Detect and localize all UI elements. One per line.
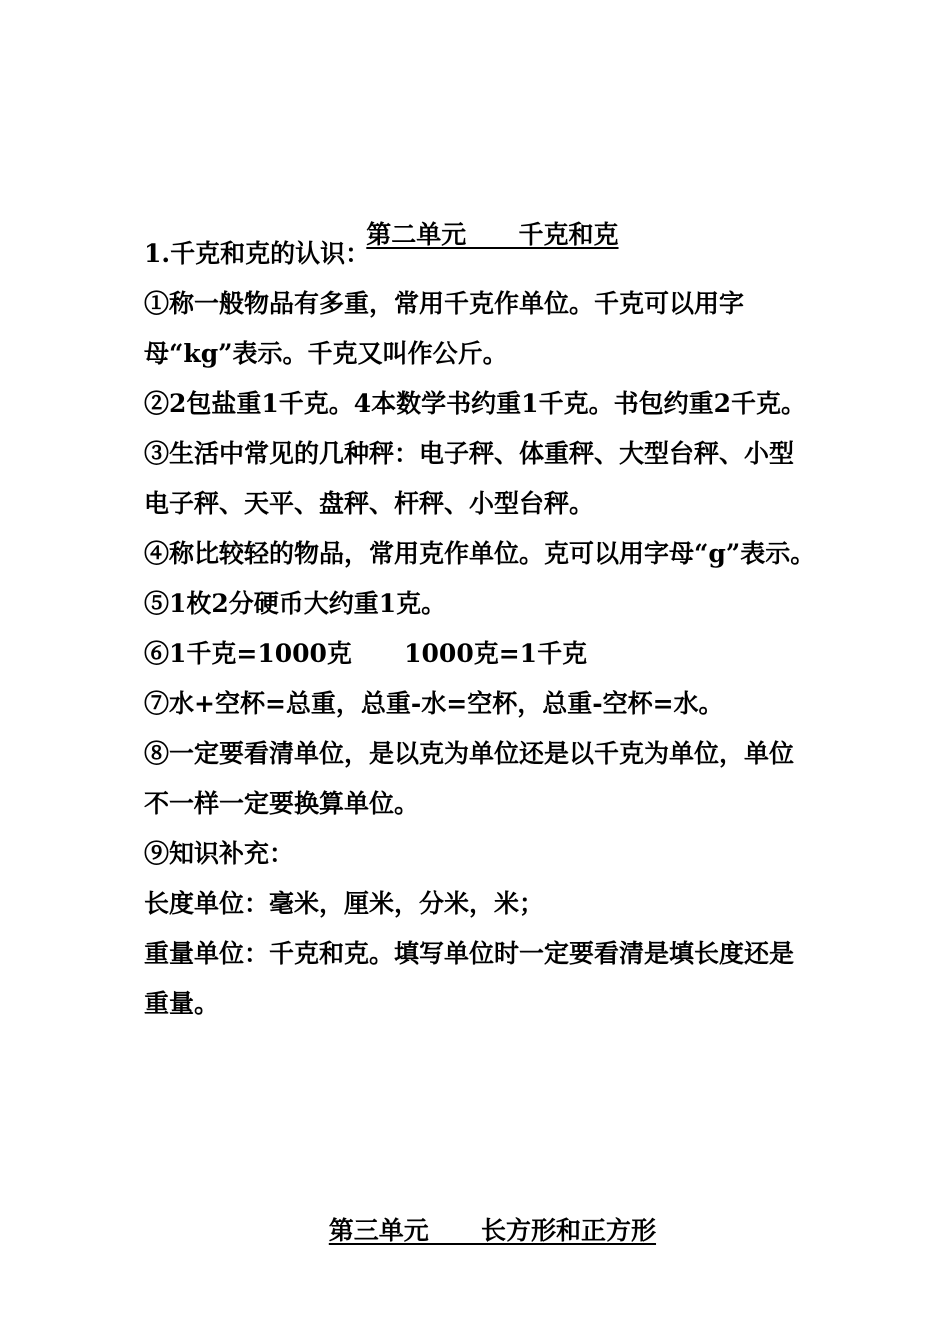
item-7: ⑦水+空杯=总重，总重-水=空杯，总重-空杯=水。	[144, 689, 724, 718]
item-9: ⑨知识补充：	[144, 839, 295, 868]
item-1: ①称一般物品有多重，常用千克作单位。千克可以用字母“kg”表示。千克又叫作公斤。	[144, 289, 745, 368]
item-8: ⑧一定要看清单位，是以克为单位还是以千克为单位，单位不一样一定要换算单位。	[144, 739, 795, 818]
item-4: ④称比较轻的物品，常用克作单位。克可以用字母“g”表示。	[144, 539, 816, 568]
length-units-note: 长度单位：毫米，厘米，分米，米；	[144, 889, 545, 918]
unit-3-title	[0, 1180, 950, 1282]
item-6: ⑥1千克=1000克 1000克=1千克	[144, 639, 588, 668]
unit-3-title-text: 第三单元 长方形和正方形	[328, 1216, 657, 1245]
unit-2-content	[144, 229, 816, 1029]
weight-units-note: 重量单位：千克和克。填写单位时一定要看清是填长度还是重量。	[144, 939, 795, 1018]
section-heading: 1.千克和克的认识：	[144, 239, 371, 268]
item-2: ②2包盐重1千克。4本数学书约重1千克。书包约重2千克。	[144, 389, 806, 418]
unit-2-title-text: 第二单元 千克和克	[366, 220, 619, 249]
item-5: ⑤1枚2分硬币大约重1克。	[144, 589, 447, 618]
item-3: ③生活中常见的几种秤：电子秤、体重秤、大型台秤、小型电子秤、天平、盘秤、杆秤、小型台秤。	[144, 439, 795, 518]
